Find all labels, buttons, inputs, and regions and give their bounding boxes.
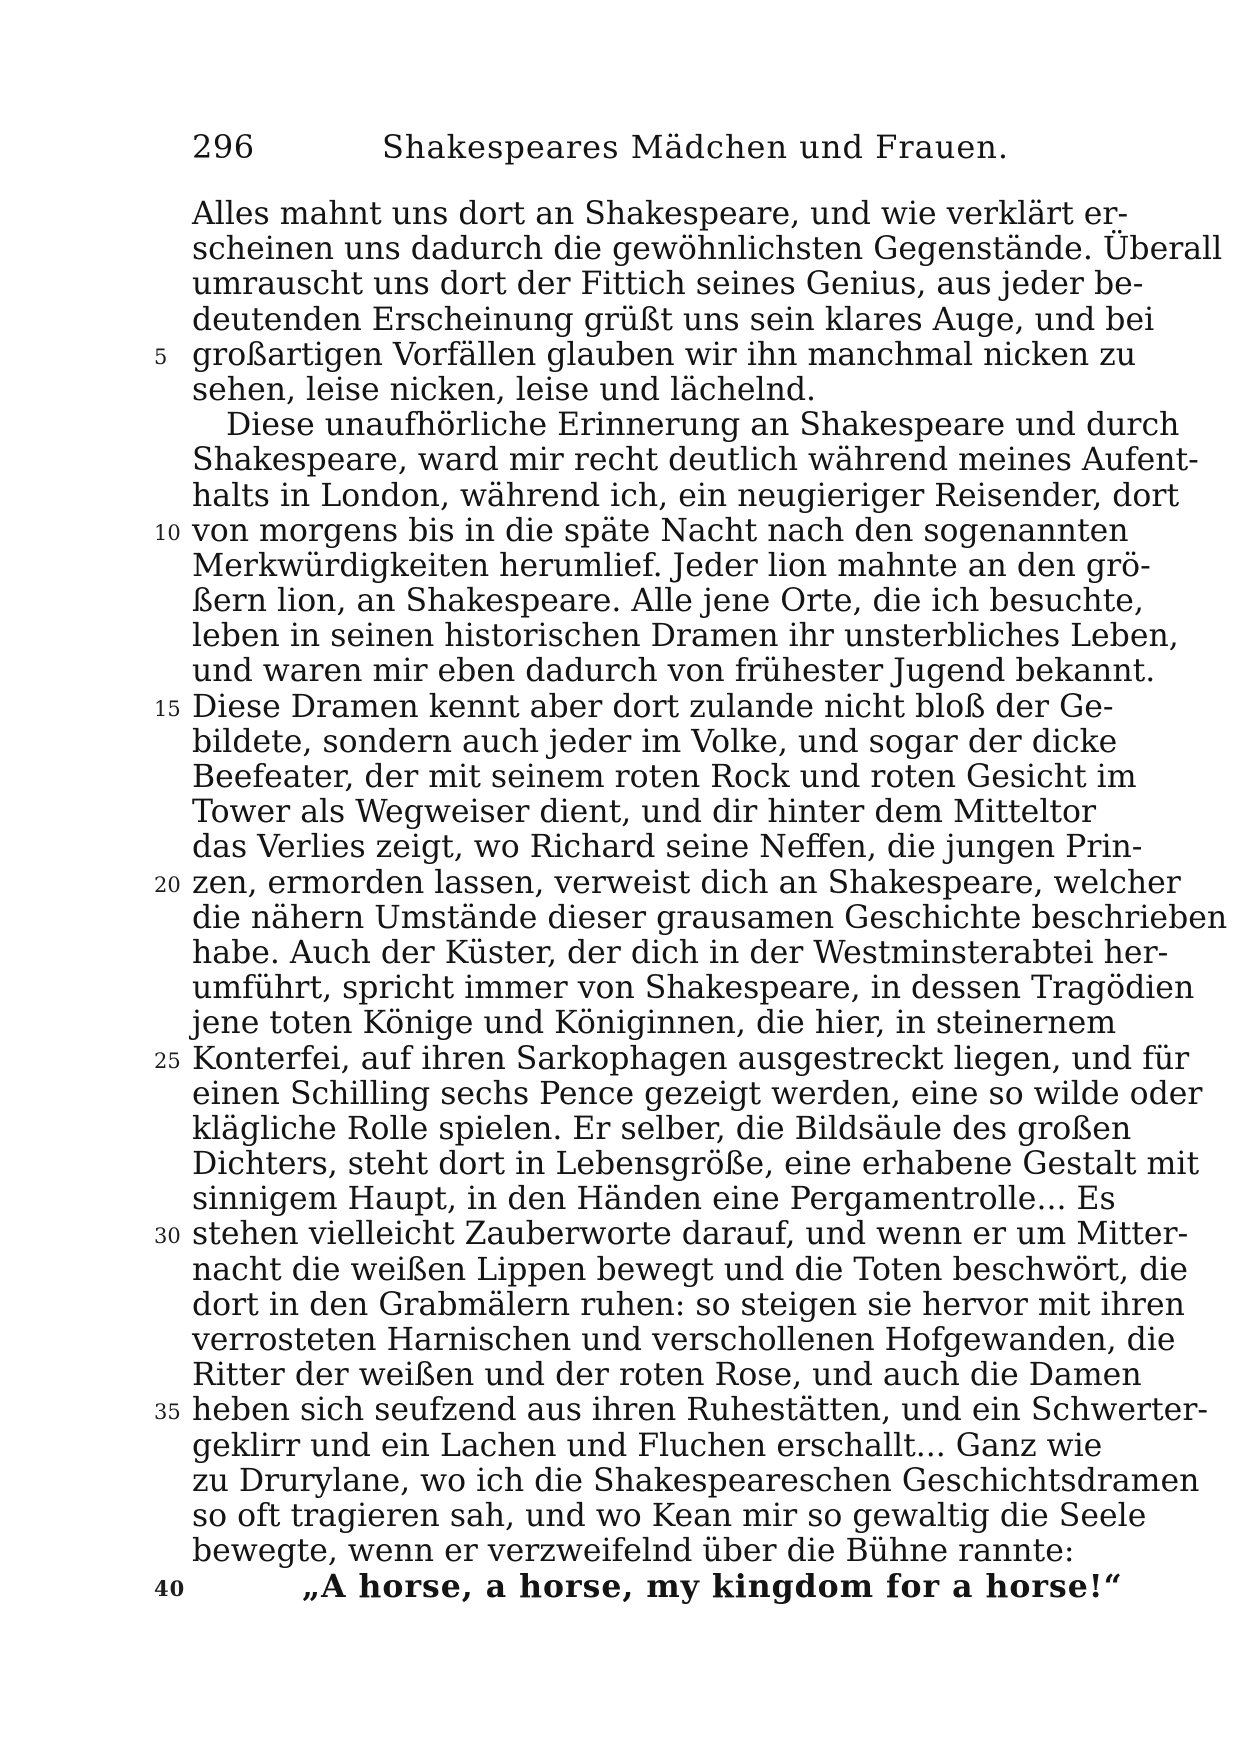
line-text: sinnigem Haupt, in den Händen eine Pergamentrolle... Es (192, 1181, 1116, 1218)
text-line (192, 1357, 1142, 1394)
text-line (192, 653, 1156, 690)
text-line (192, 1075, 1203, 1112)
text-line (192, 1497, 1147, 1534)
text-line (154, 512, 1129, 549)
line-text: verrosteten Harnischen und verschollenen Hofgewanden, die (192, 1322, 1176, 1358)
line-text: einen Schilling sechs Pence gezeigt werden, eine so wilde oder (192, 1075, 1203, 1112)
line-text: geklirr und ein Lachen und Fluchen erschallt... Ganz wie (192, 1427, 1103, 1464)
text-line (192, 1110, 1132, 1147)
line-text: umführt, spricht immer von Shakespeare, in dessen Tragödien (192, 970, 1195, 1007)
text-line (192, 723, 1118, 760)
line-text: die nähern Umstände dieser grausamen Geschichte beschrieben (192, 899, 1228, 936)
text-line (192, 1427, 1103, 1464)
line-text: Ritter der weißen und der roten Rose, und auch die Damen (192, 1357, 1142, 1394)
line-text: jene toten Könige und Königinnen, die hier, in steinernem (192, 1005, 1117, 1042)
line-text: heben sich seufzend aus ihren Ruhestätten, und ein Schwerter- (192, 1392, 1209, 1429)
text-line (154, 1040, 1190, 1077)
line-text: Shakespeare, ward mir recht deutlich während meines Aufent- (192, 442, 1199, 479)
quote-line (154, 1568, 1123, 1606)
line-text: nacht die weißen Lippen bewegt und die Toten beschwört, die (192, 1251, 1188, 1288)
line-text: Dichters, steht dort in Lebensgröße, eine erhabene Gestalt mit (192, 1146, 1200, 1183)
text-line (192, 1322, 1176, 1358)
line-text: scheinen uns dadurch die gewöhnlichsten Gegenstände. Überall (192, 231, 1223, 268)
line-text: Diese Dramen kennt aber dort zulande nicht bloß der Ge- (192, 688, 1114, 725)
line-text: das Verlies zeigt, wo Richard seine Neffen, die jungen Prin- (192, 829, 1143, 866)
line-text: Diese unaufhörliche Erinnerung an Shakespeare und durch (226, 407, 1180, 444)
line-text: ßern lion, an Shakespeare. Alle jene Orte, die ich besuchte, (192, 583, 1144, 620)
line-text: zen, ermorden lassen, verweist dich an Shakespeare, welcher (192, 864, 1181, 901)
line-text: Tower als Wegweiser dient, und dir hinter dem Mitteltor (192, 794, 1097, 831)
line-text: Merkwürdigkeiten herumlief. Jeder lion mahnte an den grö- (192, 547, 1151, 584)
text-line (192, 547, 1151, 584)
line-number: 20 (154, 872, 181, 897)
text-line (192, 407, 1180, 444)
text-line (192, 794, 1097, 831)
line-text: Beefeater, der mit seinem roten Rock und roten Gesicht im (192, 759, 1137, 795)
line-text: großartigen Vorfällen glauben wir ihn manchmal nicken zu (192, 336, 1137, 373)
text-line (192, 618, 1179, 655)
page-header (192, 128, 1082, 168)
body-text (154, 196, 1228, 1606)
text-line (154, 336, 1137, 373)
text-line (192, 1462, 1200, 1499)
line-number: 5 (154, 344, 168, 369)
text-line (192, 301, 1155, 338)
text-line (192, 1146, 1200, 1183)
text-line (192, 583, 1144, 620)
text-line (192, 970, 1195, 1007)
line-text: deutenden Erscheinung grüßt uns sein klares Auge, und bei (192, 301, 1155, 338)
line-text: klägliche Rolle spielen. Er selber, die Bildsäule des großen (192, 1110, 1132, 1147)
line-text: so oft tragieren sah, und wo Kean mir so gewaltig die Seele (192, 1497, 1147, 1534)
text-line (192, 196, 1129, 232)
text-line (192, 1005, 1117, 1042)
page-number: 296 (192, 128, 255, 166)
line-text: und waren mir eben dadurch von frühester Jugend bekannt. (192, 653, 1156, 690)
text-line (192, 1286, 1185, 1323)
text-line (154, 1392, 1209, 1429)
line-text: bildete, sondern auch jeder im Volke, und sogar der dicke (192, 723, 1118, 760)
text-line (192, 231, 1223, 268)
text-line (192, 759, 1137, 795)
line-number: 15 (154, 696, 181, 721)
text-line (192, 266, 1144, 303)
line-text: leben in seinen historischen Dramen ihr unsterbliches Leben, (192, 618, 1179, 655)
line-text: bewegte, wenn er verzweifelnd über die Bühne rannte: (192, 1533, 1075, 1570)
line-text: „A horse, a horse, my kingdom for a horse!“ (302, 1568, 1123, 1606)
text-line (192, 1251, 1188, 1288)
line-text: stehen vielleicht Zauberworte darauf, und wenn er um Mitter- (192, 1216, 1189, 1253)
line-number: 35 (154, 1400, 181, 1425)
line-text: umrauscht uns dort der Fittich seines Genius, aus jeder be- (192, 266, 1144, 303)
text-line (192, 1181, 1116, 1218)
line-number: 30 (154, 1224, 181, 1249)
line-text: dort in den Grabmälern ruhen: so steigen sie hervor mit ihren (192, 1286, 1185, 1323)
line-number: 25 (154, 1048, 181, 1073)
text-line (192, 899, 1228, 936)
text-line (154, 1216, 1189, 1253)
running-title: Shakespeares Mädchen und Frauen. (382, 128, 1010, 166)
line-text: habe. Auch der Küster, der dich in der Westminsterabtei her- (192, 934, 1169, 971)
line-number: 40 (154, 1576, 186, 1602)
text-line (192, 829, 1143, 866)
line-text: von morgens bis in die späte Nacht nach den sogenannten (192, 512, 1129, 549)
line-text: zu Drurylane, wo ich die Shakespeareschen Geschichtsdramen (192, 1462, 1200, 1499)
text-line (192, 442, 1199, 479)
text-line (154, 688, 1114, 725)
line-text: halts in London, während ich, ein neugieriger Reisender, dort (192, 477, 1180, 514)
text-line (192, 477, 1180, 514)
line-number: 10 (154, 520, 181, 545)
line-text: sehen, leise nicken, leise und lächelnd. (192, 371, 817, 408)
text-line (192, 373, 1082, 408)
line-text: Konterfei, auf ihren Sarkophagen ausgestreckt liegen, und für (192, 1040, 1190, 1077)
text-line (192, 1534, 1082, 1569)
text-line (154, 864, 1181, 901)
line-text: Alles mahnt uns dort an Shakespeare, und wie verklärt er- (192, 196, 1129, 232)
text-line (192, 934, 1169, 971)
